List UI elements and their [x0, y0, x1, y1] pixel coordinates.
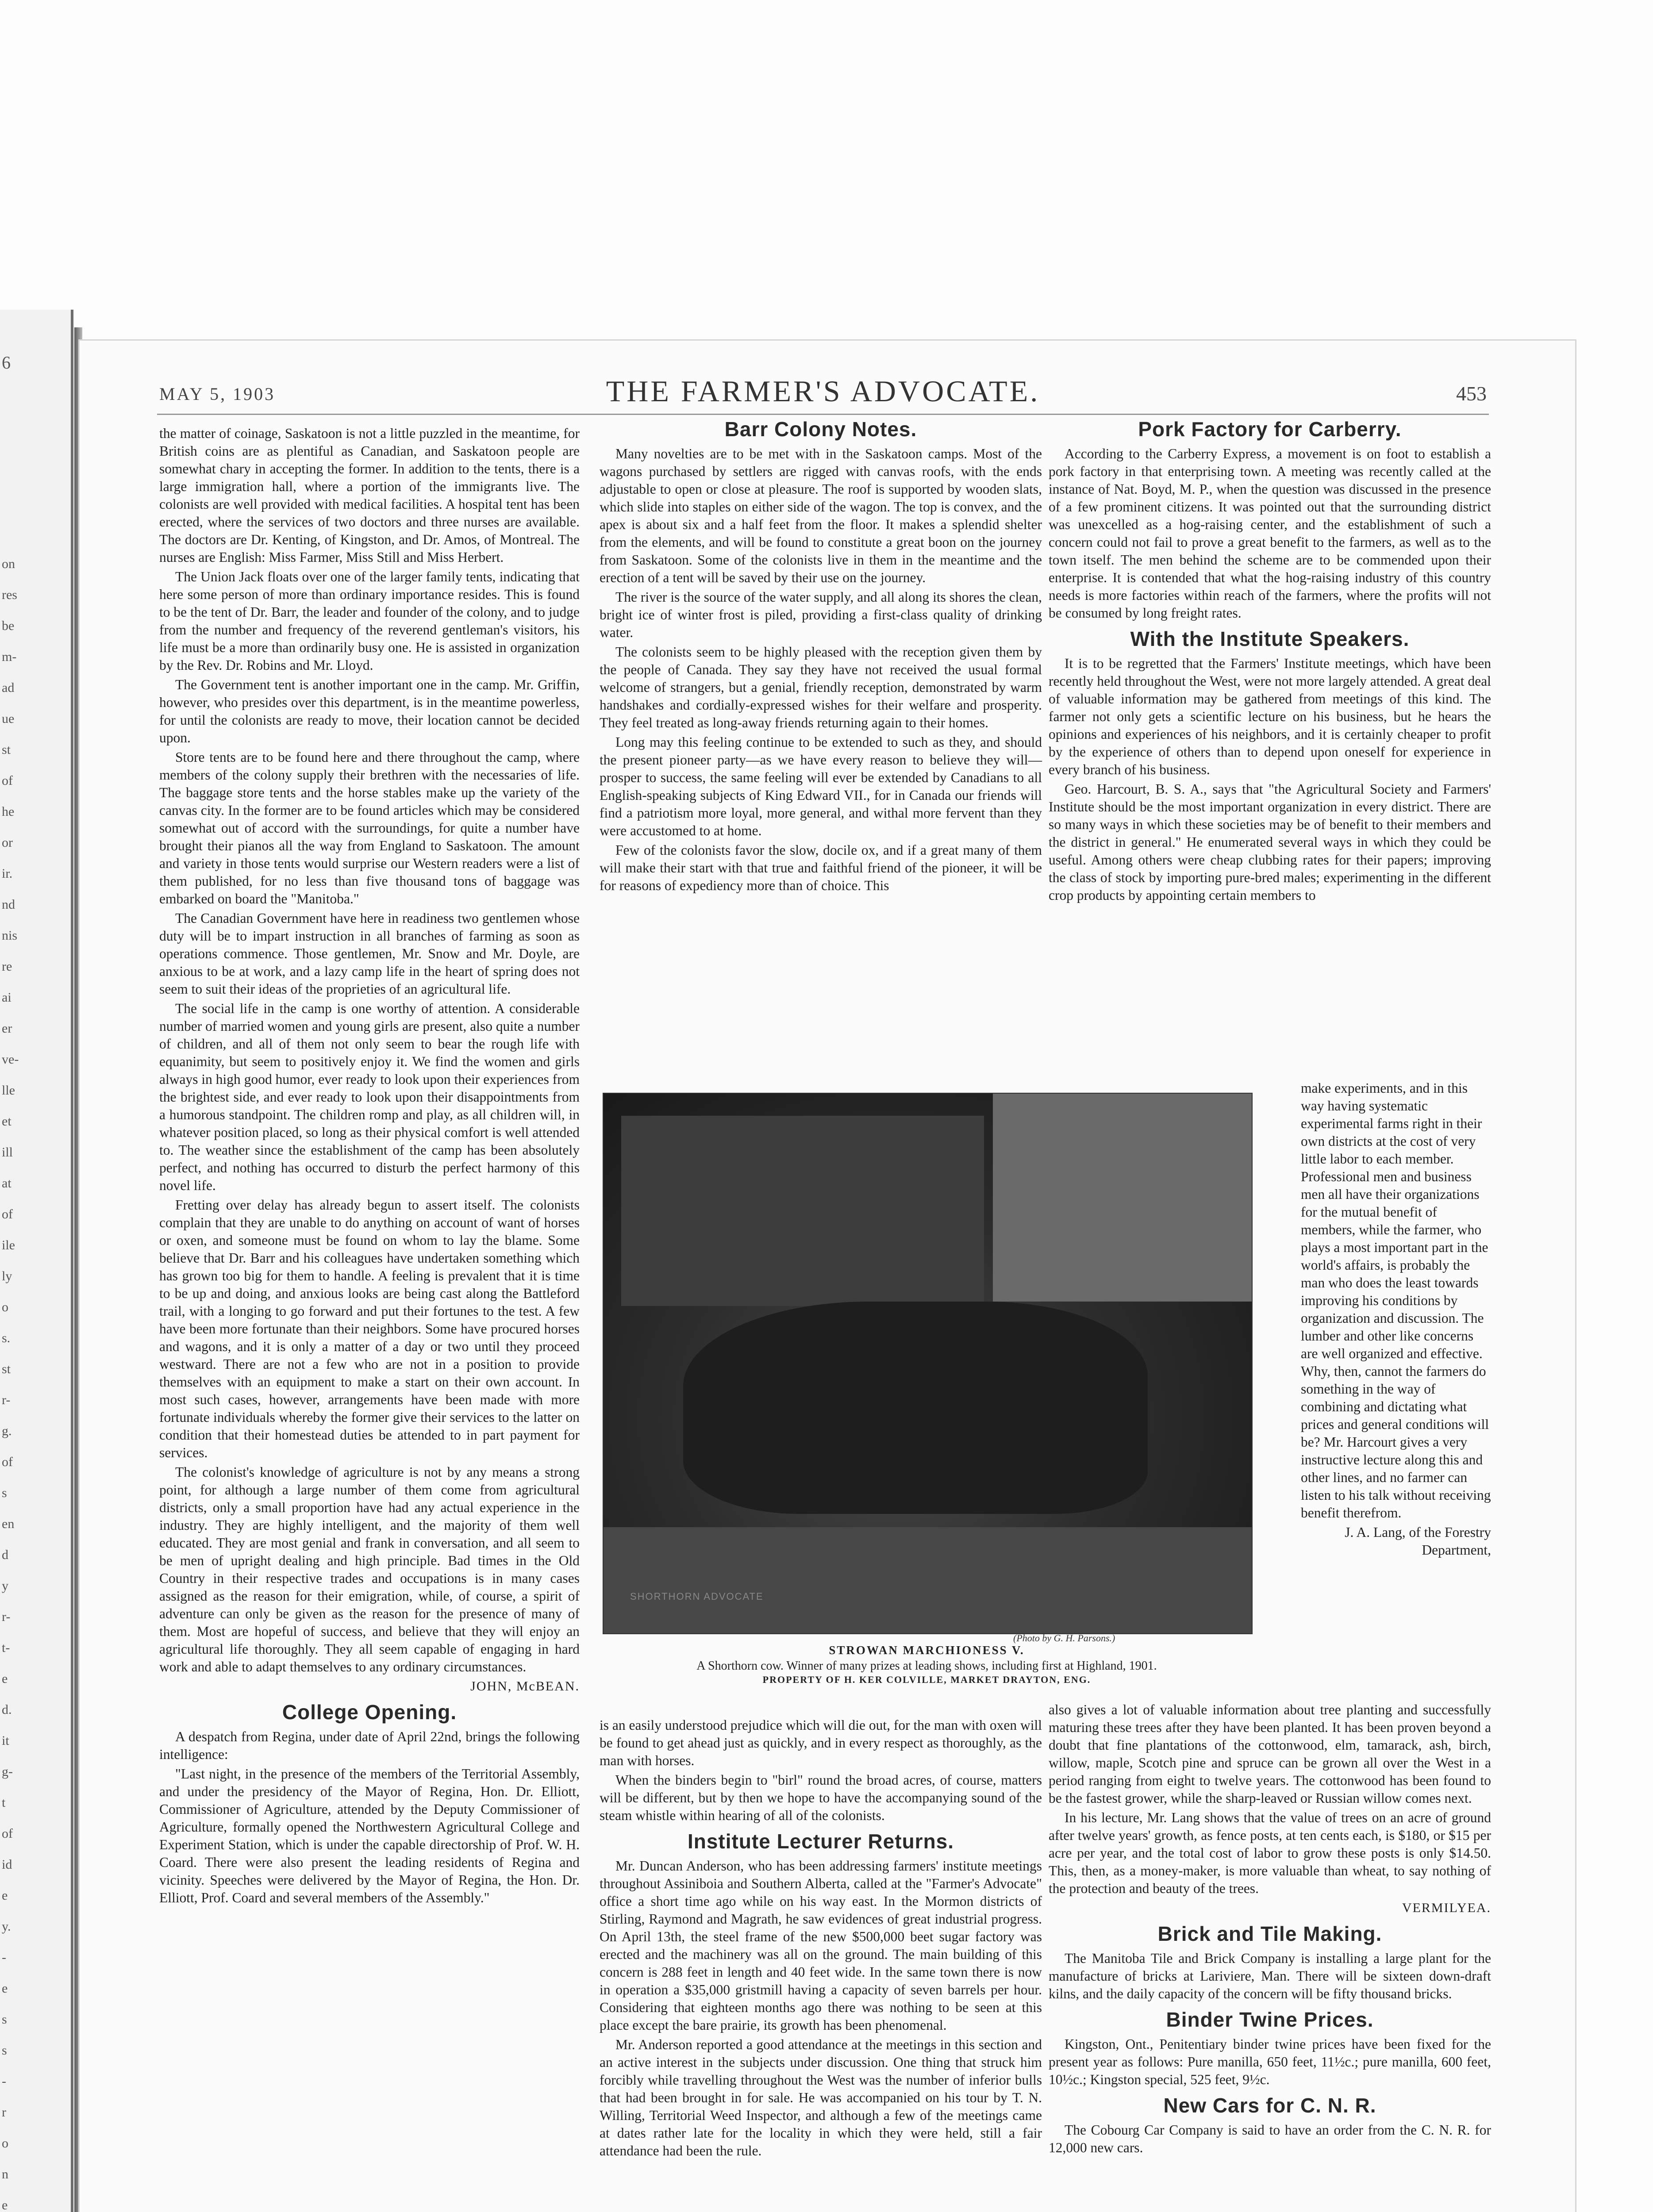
previous-page-fragment: r-: [2, 1609, 11, 1624]
article-paragraph: Mr. Duncan Anderson, who has been addressing farmers' institute meetings throughout Assiniboia and Southern Alberta, called at the "Farmer's Advocate" office a short time ago while on his way east. In the Mormon districts of Stirling, Raymond and Magrath, he saw evidences of great industrial progress. On April 13th, the steel frame of the new $500,000 beet sugar factory was erected and the machinery was all on the ground. The main building of this concern is 288 feet in length and 40 feet wide. In the same town there is now in operation a $35,000 gristmill having a capacity of seven barrels per hour. Considering that eighteen months ago there was nothing to be seen at this place except the bare prairie, its growth has been phenomenal.: [600, 1858, 1042, 2033]
heading-institute-speakers: With the Institute Speakers.: [1130, 627, 1410, 650]
shorthorn-cow-photo: [603, 1093, 1253, 1634]
heading-institute-lecturer: Institute Lecturer Returns.: [687, 1830, 954, 1853]
previous-page-fragment: t-: [2, 1640, 10, 1655]
previous-page-fragment: m-: [2, 649, 17, 664]
article-paragraph: According to the Carberry Express, a movement is on foot to establish a pork factory in that enterprising town. A meeting was recently called at the instance of Nat. Boyd, M. P., when the question was discussed in the presence of a few prominent citizens. It was pointed out that the surrounding district was unexcelled as a hog-raising center, and the establishment of such a concern could not fail to prove a great benefit to the farmers, as well as to the town itself. The men behind the scheme are to be commended upon their enterprise. It is contended that what the hog-raising industry of this country needs is more factories within reach of the farmers, where the profits will not be consumed by long freight rates.: [1049, 446, 1491, 621]
previous-page-fragment: it: [2, 1733, 9, 1748]
previous-page-fragment: e: [2, 1888, 8, 1903]
previous-page-fragment: lle: [2, 1083, 15, 1098]
heading-barr-colony-notes: Barr Colony Notes.: [724, 418, 917, 441]
previous-page-fragment: e: [2, 1671, 8, 1686]
article-paragraph: Mr. Anderson reported a good attendance at the meetings in this section and an active interest in the subjects under discussion. One thing that struck him forcibly while travelling throughout the West was the number of inferior bulls that had been brought in for sale. He was accompanied on his tour by T. N. Willing, Territorial Weed Inspector, and although a few of the meetings came at dates rather late for the locality in which they were held, still a fair attendance had been the rule.: [600, 2037, 1042, 2158]
article-paragraph: When the binders begin to "birl" round the broad acres, of course, matters will be different, but by then we hope to have the accompanying sound of the steam whistle within hearing of all of the colonists.: [600, 1772, 1042, 1823]
previous-page-fragment: of: [2, 1826, 13, 1841]
publication-title: THE FARMER'S ADVOCATE.: [606, 374, 1040, 408]
article-paragraph: The river is the source of the water supply, and all along its shores the clean, bright ice of winter frost is piled, providing a first-class quality of drinking water.: [600, 589, 1042, 640]
previous-page-fragment: o: [2, 1300, 8, 1314]
previous-page-fragment: -: [2, 1950, 6, 1965]
photo-caption: [603, 1644, 1251, 1686]
article-paragraph: is an easily understood prejudice which will die out, for the man with oxen will be found to get ahead just as quickly, and in every respect as thoroughly, as the man with horses.: [600, 1717, 1042, 1768]
article-paragraph: In his lecture, Mr. Lang shows that the value of trees on an acre of ground after twelve years' growth, as fence posts, at ten cents each, is $180, or $15 per acre per year, and the total cost of labor to grow these posts is only $14.50. This, then, as a money-maker, is more valuable than wheat, to say nothing of the protection and beauty of the trees.: [1049, 1810, 1491, 1896]
previous-page-fragment: id: [2, 1857, 12, 1872]
column-3: [1049, 420, 1491, 906]
article-paragraph: Long may this feeling continue to be extended to such as they, and should the present pioneer party—as we have every reason to believe they will—prosper to success, the same feeling will ever be extended by Canadians to all English-speaking subjects of King Edward VII., for in Canada our friends will find a patriotism more loyal, more general, and withal more fervent than they were accustomed to at home.: [600, 734, 1042, 838]
previous-page-fragment: en: [2, 1517, 15, 1531]
previous-page-fragment: st: [2, 742, 11, 757]
previous-page-fragment: er: [2, 1021, 12, 1036]
previous-page-fragment: d.: [2, 1702, 12, 1717]
previous-page-fragment: re: [2, 959, 12, 974]
caption-text: A Shorthorn cow. Winner of many prizes at leading shows, including first at Highland, 1901.: [696, 1659, 1157, 1673]
previous-page-fragment: e: [2, 1981, 8, 1996]
previous-page-fragment: at: [2, 1176, 12, 1190]
previous-page-fragment: nd: [2, 897, 15, 912]
previous-page-fragment: or: [2, 835, 13, 850]
photo-cow: [683, 1302, 1148, 1514]
article-paragraph: J. A. Lang, of the Forestry Department,: [1345, 1525, 1491, 1558]
previous-page-fragment: ue: [2, 711, 15, 726]
previous-page-fragment: g.: [2, 1424, 12, 1438]
previous-page-edge: [0, 310, 73, 2212]
heading-pork-factory: Pork Factory for Carberry.: [1138, 418, 1402, 441]
previous-page-fragment: s: [2, 1486, 7, 1500]
previous-page-fragment: d: [2, 1548, 8, 1562]
previous-page-fragment: e: [2, 2198, 8, 2212]
previous-page-fragment: o: [2, 2136, 8, 2151]
article-paragraph: The colonist's knowledge of agriculture is not by any means a strong point, for although a large number of them come from agricultural districts, only a small proportion have had any actual experience in the industry. They are highly intelligent, and the majority of them well educated. They are most genial and frank in conversation, and all seem to be men of upright dealing and high principle. Bad times in the Old Country in their respective trades and occupations is in many cases assigned as the reason for their emigration, while, of course, a spirit of adventure can only be given as the reason for the presence of many of them. Most are hopeful of success, and believe that they will enjoy an agricultural life thoroughly. They all seem capable of engaging in hard work and able to adapt themselves to any ordinary circumstances.: [159, 1464, 580, 1674]
previous-page-fragment: be: [2, 618, 15, 633]
article-paragraph: Many novelties are to be met with in the Saskatoon camps. Most of the wagons purchased by settlers are rigged with canvas roofs, with the ends adjustable to open or close at pleasure. The roof is supported by wooden slats, which slide into staples on either side of the wagon. The top is convex, and the apex is about six and a half feet from the floor. It makes a splendid shelter from the elements, and will be found to constitute a great boon on the journey from Saskatoon. Some of the colonists live in them in the meantime and the erection of a tent will be saved by their use on the journey.: [600, 446, 1042, 585]
header-rule: [157, 414, 1489, 415]
article-paragraph: The Union Jack floats over one of the larger family tents, indicating that here some person of more than ordinary importance resides. This is found to be the tent of Dr. Barr, the leader and founder of the colony, and to judge from the number and frequency of the reverend gentleman's visitors, his life must be a more than ordinarily busy one. He is assisted in organization by the Rev. Dr. Robins and Mr. Lloyd.: [159, 569, 580, 673]
article-paragraph: Geo. Harcourt, B. S. A., says that "the Agricultural Society and Farmers' Institute should be the most important organization in every district. There are so many ways in which these societies may be of benefit to their members and the district in general." He enumerated several ways in which they could be useful. Among others were cheap clubbing rates for their papers; improving the class of stock by importing pure-bred males; experimenting in the different crop products by appointing certain members to: [1049, 781, 1491, 903]
heading-binder-twine: Binder Twine Prices.: [1166, 2008, 1374, 2031]
previous-page-fragment: of: [2, 773, 13, 788]
previous-page-fragment: s.: [2, 1331, 11, 1345]
heading-college-opening: College Opening.: [282, 1701, 457, 1724]
column-2: [600, 420, 1042, 896]
previous-page-fragment: -: [2, 2074, 6, 2089]
article-paragraph: also gives a lot of valuable information about tree planting and successfully maturing these trees after they have been planted. It has been proven beyond a doubt that fine plantations of the cottonwood, elm, tamarack, ash, birch, willow, maple, Scotch pine and spruce can be grown all over the West in a period ranging from eight to twelve years. The cottonwood has been found to be the fastest grower, while the sharp-leaved or Russian willow comes next.: [1049, 1702, 1491, 1806]
previous-page-fragment: g-: [2, 1764, 13, 1779]
article-paragraph: The Manitoba Tile and Brick Company is installing a large plant for the manufacture of bricks at Lariviere, Man. There will be sixteen down-draft kilns, and the daily capacity of the concern will be fifty thousand bricks.: [1049, 1951, 1491, 2001]
previous-page-fragment: ad: [2, 680, 15, 695]
previous-page-fragment: r-: [2, 1393, 11, 1407]
previous-page-fragment: res: [2, 588, 17, 602]
article-paragraph: "Last night, in the presence of the members of the Territorial Assembly, and under the presidency of the Mayor of Regina, Hon. Dr. Elliott, Commissioner of Agriculture, attended by the Deputy Commissioner of Agriculture, formally opened the Northwestern Agricultural College and Experiment Station, which is under the capable directorship of Prof. W. H. Coard. There were also present the leading residents of Regina and vicinity. Speeches were delivered by the Mayor of Regina, the Hon. Dr. Elliott, Prof. Coard and several members of the Assembly.": [159, 1766, 580, 1905]
issue-date: MAY 5, 1903: [159, 384, 276, 404]
article-signature: JOHN, McBEAN.: [470, 1679, 580, 1694]
article-paragraph: The Cobourg Car Company is said to have an order from the C. N. R. for 12,000 new cars.: [1049, 2122, 1491, 2155]
caption-owner: PROPERTY OF H. KER COLVILLE, MARKET DRAYTON, ENG.: [762, 1674, 1091, 1685]
previous-page-fragment: et: [2, 1114, 12, 1129]
previous-page-fragment: he: [2, 804, 15, 819]
photo-sky: [993, 1094, 1252, 1302]
article-paragraph: The Canadian Government have here in readiness two gentlemen whose duty will be to impart instruction in all branches of farming as soon as operations commence. Those gentlemen, Mr. Snow and Mr. Doyle, are anxious to be at work, and a lazy camp life in the heart of spring does not seem to suit their ideas of the proprieties of an agricultural life.: [159, 910, 580, 997]
photo-credit: (Photo by G. H. Parsons.): [1013, 1632, 1115, 1644]
previous-page-fragment: y: [2, 1578, 8, 1593]
column-1: [159, 425, 580, 1909]
previous-page-fragment: st: [2, 1362, 11, 1376]
article-paragraph: The social life in the camp is one worthy of attention. A considerable number of married women and young girls are present, also quite a number of children, and all of them not only seem to bear the rough life with equanimity, but seem to positively enjoy it. We find the women and girls always in high good humor, ever ready to look upon their experiences from the brightest side, and ever ready to look upon their disappointments from a humorous standpoint. The children romp and play, as all children will, in whatever position placed, so long as their physical comfort is well attended to. The weather since the establishment of the camp has been absolutely perfect, and nothing has occurred to disturb the perfect harmony of this novel life.: [159, 1001, 580, 1193]
article-paragraph: the matter of coinage, Saskatoon is not a little puzzled in the meantime, for British coins are as plentiful as Canadian, and Saskatoon people are somewhat chary in accepting the former. In addition to the tents, there is a large immigration hall, where a portion of the immigrants live. The colonists are well provided with medical facilities. A hospital tent has been erected, where the services of two doctors and three nurses are available. The doctors are Dr. Kenting, of Kingston, and Dr. Amos, of Montreal. The nurses are English: Miss Farmer, Miss Still and Miss Herbert.: [159, 426, 580, 565]
photo-barn: [621, 1116, 984, 1306]
photo-ground: [604, 1527, 1252, 1633]
column-3-lower: [1049, 1701, 1491, 2158]
previous-page-fragment: t: [2, 1795, 6, 1810]
previous-page-fragment: s: [2, 2043, 7, 2058]
article-signature: VERMILYEA.: [1402, 1901, 1491, 1915]
previous-page-fragment: ly: [2, 1269, 12, 1283]
previous-page-fragment: of: [2, 1455, 13, 1469]
page-header: [159, 374, 1487, 409]
previous-page-fragment: ve-: [2, 1052, 19, 1067]
heading-brick-tile: Brick and Tile Making.: [1157, 1922, 1382, 1945]
column-3-narrow: [1301, 1079, 1491, 1561]
heading-new-cars: New Cars for C. N. R.: [1163, 2094, 1376, 2117]
column-2-lower: [600, 1717, 1042, 2162]
article-paragraph: Few of the colonists favor the slow, docile ox, and if a great many of them will make their start with that true and faithful friend of the pioneer, it will be for reasons of expediency more than of choice. This: [600, 842, 1042, 893]
article-paragraph: Kingston, Ont., Penitentiary binder twine prices have been fixed for the present year as follows: Pure manilla, 650 feet, 11½c.; pure manilla, 600 feet, 10½c.; Kingston special, 525 feet, 9½c.: [1049, 2036, 1491, 2087]
article-paragraph: The colonists seem to be highly pleased with the reception given them by the people of Canada. They say they have not received the usual formal welcome of strangers, but a genial, friendly reception, demonstrated by warm handshakes and cordially-expressed wishes for their welfare and prosperity. They feel treated as long-away friends returning again to their homes.: [600, 644, 1042, 730]
previous-page-fragment: of: [2, 1207, 13, 1221]
previous-page-fragment: on: [2, 557, 15, 571]
article-paragraph: The Government tent is another important one in the camp. Mr. Griffin, however, who presides over this department, is in the meantime powerless, for until the colonists are ready to move, their location cannot be decided upon.: [159, 677, 580, 745]
previous-page-fragment: n: [2, 2167, 8, 2181]
previous-page-fragment: y.: [2, 1919, 11, 1934]
article-paragraph: Store tents are to be found here and there throughout the camp, where members of the colony supply their brethren with the necessaries of life. The baggage store tents and the horse stables make up the variety of the canvas city. In the former are to be found articles which may be considered somewhat out of accord with the surroundings, for quite a number have brought their pianos all the way from England to Saskatoon. The amount and variety in those tents would surprise our Western readers were a list of them published, for no less than five thousand tons of baggage was embarked on board the "Manitoba.": [159, 749, 580, 906]
article-paragraph: A despatch from Regina, under date of April 22nd, brings the following intelligence:: [159, 1729, 580, 1762]
previous-page-fragment: ir.: [2, 866, 13, 881]
article-paragraph: Fretting over delay has already begun to assert itself. The colonists complain that they are unable to do anything on account of want of horses or oxen, and someone must be found on whom to lay the blame. Some believe that Dr. Barr and his colleagues have undertaken something which has grown too big for them to handle. A feeling is prevalent that it is time to be up and doing, and anxious looks are being cast along the Battleford trail, with a longing to go forward and put their fortunes to the test. A few have been more fortunate than their neighbors. Some have procured horses and wagons, and it is only a matter of a day or two until they proceed westward. There are not a few who are not in a position to provide themselves with an equipment to make a start on their own account. In most such cases, however, arrangements have been made with more fortunate individuals whereby the former give their services to the latter on condition that their homestead duties be attended to in part payment for services.: [159, 1197, 580, 1460]
article-paragraph: It is to be regretted that the Farmers' Institute meetings, which have been recently held throughout the West, were not more largely attended. A great deal of valuable information may be gathered from meetings of this kind. The farmer not only gets a scientific lecture on his business, but he hears the opinions and experiences of his neighbors, and it is certainly cheaper to profit by the experience of others than to depend upon oneself for experience in every branch of his business.: [1049, 656, 1491, 777]
caption-title: STROWAN MARCHIONESS V.: [829, 1644, 1025, 1657]
previous-page-fragment: nis: [2, 928, 18, 943]
photo-watermark: SHORTHORN ADVOCATE: [630, 1591, 764, 1602]
previous-page-fragment: ill: [2, 1145, 13, 1160]
previous-page-number: 6: [2, 353, 11, 373]
article-paragraph: make experiments, and in this way having systematic experimental farms right in their own districts at the cost of very little labor to each member. Professional men and business men all have their organizations for the mutual benefit of members, while the farmer, who plays a most important part in the world's affairs, is probably the man who does the least towards improving his conditions by organization and discussion. The lumber and other like concerns are well organized and effective. Why, then, cannot the farmers do something in the way of combining and dictating what prices and general conditions will be? Mr. Harcourt gives a very instructive lecture along this and other lines, and no farmer can listen to his talk without receiving benefit therefrom.: [1301, 1080, 1491, 1521]
page-number: 453: [1456, 382, 1487, 405]
previous-page-fragment: ai: [2, 990, 12, 1005]
previous-page-fragment: s: [2, 2012, 7, 2027]
previous-page-fragment: ile: [2, 1238, 15, 1252]
previous-page-fragment: r: [2, 2105, 6, 2120]
